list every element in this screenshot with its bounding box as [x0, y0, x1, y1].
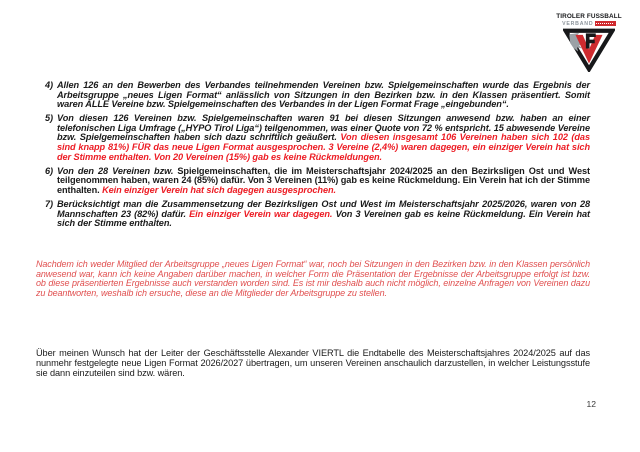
list-item-number: 5) — [45, 113, 54, 124]
logo-subtitle: VERBAND — [562, 20, 594, 27]
page-number: 12 — [586, 399, 596, 409]
list-item-number: 7) — [45, 199, 54, 210]
list-item-number: 4) — [45, 80, 54, 90]
list-item — [45, 81, 590, 110]
numbered-list — [45, 81, 590, 229]
tfv-emblem-icon — [563, 28, 615, 72]
list-item — [45, 114, 590, 162]
text-segment: Von diesen 126 Vereinen bzw. Spielgemeinschaften waren 91 bei diesen Sitzungen anwesend bzw. haben an einer telefonischen Liga Umfrage („HYPO Tirol Liga“) teilgenommen, was einer Quote von 72 % entspricht. 15 abwesende Vereine bzw. Spielgemeinschaften haben sich dazu schriftlich geäußert. — [57, 113, 590, 143]
text-segment: Von 3 Vereinen gab es keine Rückmeldung. Ein Verein hat sich der Stimme enthalten. — [57, 208, 590, 229]
text-segment: Allen 126 an den Bewerben des Verbandes teilnehmenden Vereinen bzw. Spielgemeinschaften wurde das Ergebnis der Arbeitsgruppe „neues Ligen Format“ anlässlich von Sitzungen in den Bezirken bzw. in den Klassen präsentiert. Somit waren ALLE Vereine bzw. Spielgemeinschaften des Verbandes in der Ligen Format Frage „eingebunden“. — [57, 80, 590, 110]
text-segment: Spielgemeinschaften, die im Meisterschaftsjahr 2024/2025 an den Bezirksligen Ost und West teilgenommen haben, waren 24 (85%) dafür. Von 3 Vereinen (11%) gab es keine Rückmeldung. Ein Verein hat ich der Stimme enthalten. — [57, 165, 590, 195]
list-item — [45, 200, 590, 229]
tfv-logo — [552, 13, 626, 72]
text-segment: Berücksichtigt man die Zusammensetzung der Bezirksligen Ost und West im Meisterschaftsjahr 2025/2026, waren von 28 Mannschaften 23 (82%) dafür. — [57, 199, 590, 219]
logo-title: TIROLER FUSSBALL — [556, 13, 622, 20]
disclaimer-paragraph: Nachdem ich weder Mitglied der Arbeitsgruppe „neues Ligen Format“ war, noch bei Sitzungen in den Bezirken bzw. in den Klassen persönlich anwesend war, kann ich keine Angaben darüber machen, in welcher Form die Präsentation der Ergebnisse der Arbeitsgruppe erfolgt ist bzw. ob diese präsentierten Ergebnisse auch verstanden worden sind. Es ist mir deshalb auch nicht möglich, einzelne Anfragen von Vereinen dazu zu beantworten, weshalb ich ersuche, diese an die Mitglieder der Arbeitsgruppe zu stellen. — [36, 258, 590, 299]
list-item-number: 6) — [45, 165, 54, 176]
list-item — [45, 167, 590, 196]
closing-paragraph: Über meinen Wunsch hat der Leiter der Geschäftsstelle Alexander VIERTL die Endtabelle des Meisterschaftsjahres 2024/2025 auf das nunmehr festgelegte neue Ligen Format 2026/2027 übertragen, um unseren Vereinen anschaulich darzustellen, in welcher Leistungsstufe sie dann einzuteilen sind bzw. wären. — [36, 348, 590, 379]
text-segment: Ein einziger Verein war dagegen. — [189, 208, 336, 219]
text-segment: Von den 28 Vereinen bzw. — [57, 165, 178, 176]
logo-subtitle-row — [562, 21, 616, 27]
text-segment: Kein einziger Verein hat sich dagegen ausgesprochen. — [102, 184, 336, 195]
text-segment: Von diesen insgesamt 106 Vereinen haben sich 102 (das sind knapp 81%) FÜR das neue Ligen Format ausgesprochen. 3 Vereine (2,4%) waren dagegen, ein einziger Verein hat sich der Stimme enthalten. Von 20 Vereinen (15%) gab es keine Rückmeldungen. — [57, 132, 590, 162]
logo-red-badge — [595, 21, 616, 26]
